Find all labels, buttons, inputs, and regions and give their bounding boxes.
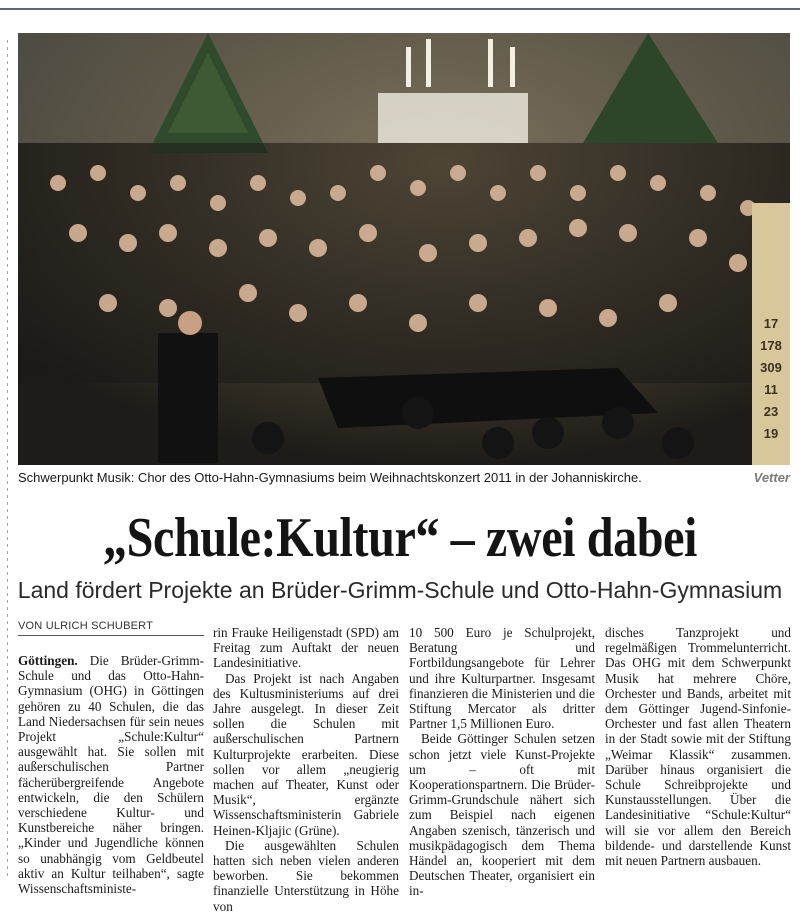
- concert-photo: [18, 33, 790, 465]
- paragraph: Die ausgewählten Schulen hatten sich neben vielen anderen beworben. Sie bekommen finanzielle Unterstützung in Höhe von: [213, 837, 399, 914]
- paragraph: rin Frauke Heiligenstadt (SPD) am Freitag zum Auftakt der neuen Landesinitiative.: [213, 625, 399, 671]
- article-column-2: [213, 625, 399, 914]
- article-column-4: [605, 625, 791, 868]
- hymn-number: 11: [764, 382, 778, 397]
- paragraph-text: Die Brüder-Grimm-Schule und das Otto-Hahn-Gymnasium (OHG) in Göttingen gehören zu 40 Schulen, die das Land Niedersachsen für sein neues Projekt „Schule:Kultur“ ausgewählt hat. Sie sollen mit außerschulischen Partner fächerübergreifende Angebote entwickeln, die den Schülern verschiedene Kultur- und Kunstbereiche näher bringen. „Kinder und Jugendliche können so unabhängig vom Geldbeutel aktiv an Kultur teilhaben“, sagte Wissenschaftsministe-: [18, 653, 204, 897]
- page-top-rule: [0, 0, 800, 10]
- article-column-3: [409, 625, 595, 899]
- headline: „Schule:Kultur“ – zwei dabei: [103, 507, 697, 569]
- hymn-number: 23: [763, 404, 779, 419]
- photo-credit: Vetter: [753, 470, 790, 485]
- paragraph: Beide Göttinger Schulen setzen schon jetzt viele Kunst-Projekte um – oft mit Kooperationspartnern. Die Brüder-Grimm-Grundschule nähert sich zum Beispiel nach eigenen Angaben szenisch, tänzerisch und musikpädagogisch dem Thema Händel an, kooperiert mit dem Deutschen Theater, organisiert ein in-: [409, 731, 595, 899]
- paragraph: 10 500 Euro je Schulprojekt, Beratung und Fortbildungsangebote für Lehrer und ihre Kulturpartner. Insgesamt finanzieren die Ministerien und die Stiftung Mercator als dritter Partner 1,5 Millionen Euro.: [409, 625, 595, 732]
- paragraph: disches Tanzprojekt und regelmäßigen Trommelunterricht. Das OHG mit dem Schwerpunkt Musik hat mehrere Chöre, Orchester und Bands, arbeitet mit dem Göttinger Jugend-Sinfonie-Orchester und fast allen Theatern in der Stadt sowie mit der Stiftung „Weimar Klassik“ zusammen. Darüber hinaus organisiert die Schule Schreibprojekte und Kunstausstellungen. Über die Landesinitiative “Schule:Kultur“ will sie vor allem den Bereich bildende- und darstellende Kunst mit neuen Partnern ausbauen.: [605, 625, 791, 869]
- photo-caption: [18, 470, 790, 488]
- caption-text: Schwerpunkt Musik: Chor des Otto-Hahn-Gymnasiums beim Weihnachtskonzert 2011 in der Johanniskirche.: [18, 470, 642, 485]
- byline: VON ULRICH SCHUBERT: [18, 620, 204, 636]
- paragraph: [18, 653, 204, 896]
- paragraph: Das Projekt ist nach Angaben des Kultusministeriums auf drei Jahre ausgelegt. In dieser Zeit sollen die Schulen mit außerschulischen Partnern Kulturprojekte erarbeiten. Diese sollen vor allem „neugierig machen auf Theater, Kunst oder Musik“, ergänzte Wissenschaftsministerin Gabriele Heinen-Kljajic (Grüne).: [213, 670, 399, 838]
- column-divider: [7, 40, 8, 880]
- hymn-number: 178: [760, 338, 782, 353]
- hymn-board: [754, 313, 788, 445]
- article-column-1: [18, 653, 204, 896]
- subheadline: Land fördert Projekte an Brüder-Grimm-Schule und Otto-Hahn-Gymnasium: [17, 577, 783, 603]
- hymn-number: 17: [763, 316, 779, 331]
- dateline: Göttingen.: [18, 653, 78, 668]
- hymn-number: 19: [763, 426, 779, 441]
- hymn-number: 309: [760, 360, 782, 375]
